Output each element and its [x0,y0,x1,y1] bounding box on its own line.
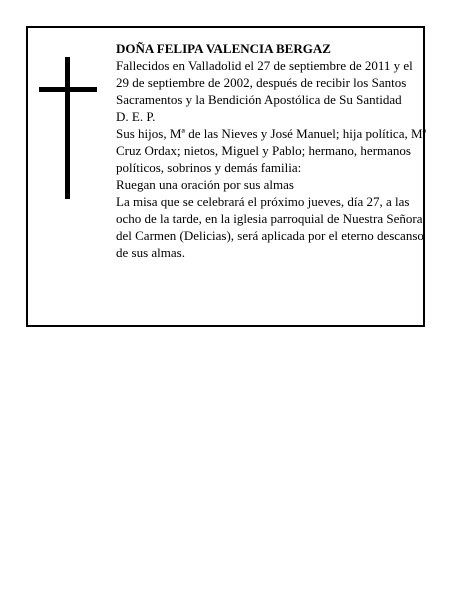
deceased-name: DOÑA FELIPA VALENCIA BERGAZ [116,41,331,56]
prayer-request: Ruegan una oración por sus almas [116,177,294,192]
death-details: Fallecidos en Valladolid el 27 de septiembre de 2011 y el 29 de septiembre de 2002, después de recibir los Santos Sacramentos y la Bendición Apostólica de Su Santidad [116,58,413,107]
cross-icon [39,57,97,199]
cross-vertical-bar [65,57,70,199]
dep-abbreviation: D. E. P. [116,109,156,124]
mass-details: La misa que se celebrará el próximo jueves, día 27, a las ocho de la tarde, en la iglesia parroquial de Nuestra Señora del Carmen (Delicias), será aplicada por el eterno descanso de sus almas. [116,194,424,260]
cross-horizontal-bar [39,87,97,92]
family-members: Sus hijos, Mª de las Nieves y José Manuel; hija política, Mª Cruz Ordax; nietos, Miguel y Pablo; hermano, hermanos políticos, sobrinos y demás familia: [116,126,427,175]
obituary-notice [26,26,425,327]
obituary-text [116,40,428,261]
